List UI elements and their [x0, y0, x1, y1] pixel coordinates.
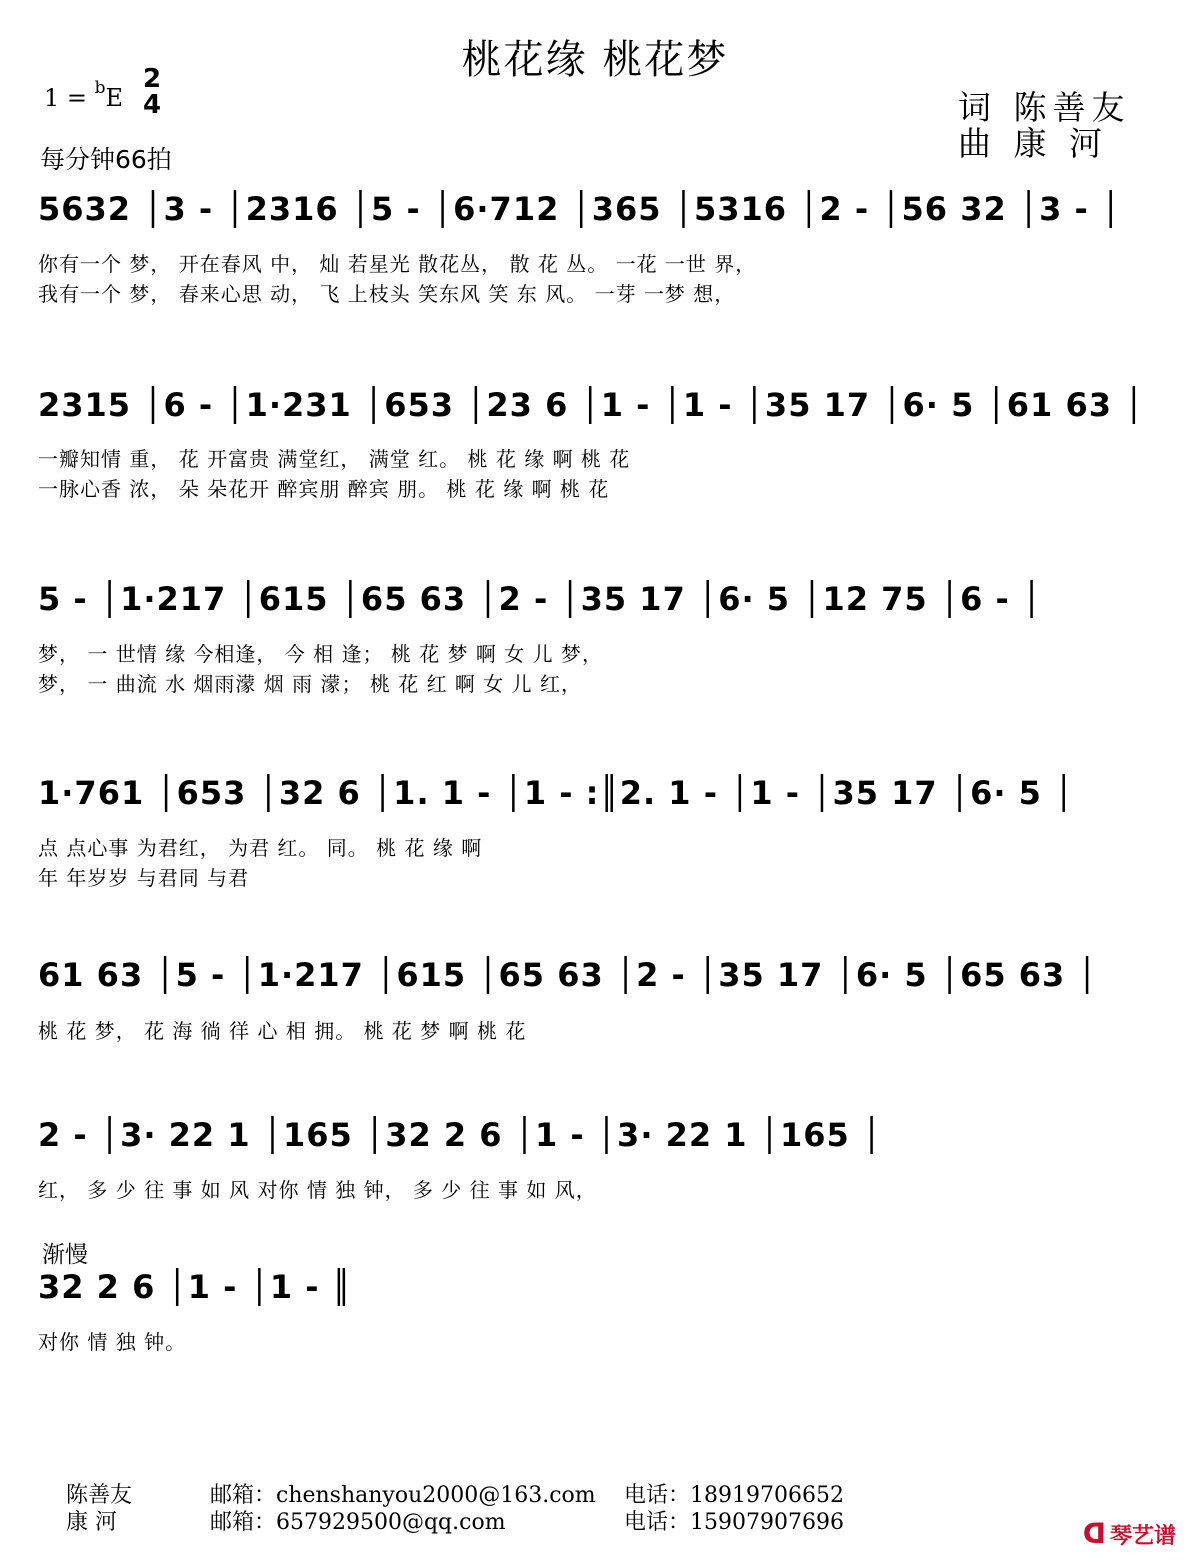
notation-line-2: 2315 │6 - │1·231 │653 │23 6 │1 - │1 - │35 17 │6· 5 │61 63 │ [38, 386, 1145, 424]
notation-line-3: 5 - │1·217 │615 │65 63 │2 - │35 17 │6· 5 │12 75 │6 - │ [38, 580, 1043, 618]
notation-line-5: 61 63 │5 - │1·217 │615 │65 63 │2 - │35 17 │6· 5 │65 63 │ [38, 956, 1098, 994]
footer-name-2: 康 河 [66, 1510, 117, 1535]
lyric-line-2-verse-2: 一脉心香 浓， 朵 朵花开 醉宾朋 醉宾 朋。 桃 花 缘 啊 桃 花 [38, 477, 610, 501]
lyric-line-3-verse-1: 梦， 一 世情 缘 今相逢， 今 相 逢； 桃 花 梦 啊 女 儿 梦， [38, 642, 604, 666]
footer-email-2: 邮箱：657929500@qq.com [210, 1510, 506, 1535]
song-title: 桃花缘 桃花梦 [461, 37, 729, 83]
lyric-line-3-verse-2: 梦， 一 曲流 水 烟雨濛 烟 雨 濛； 桃 花 红 啊 女 儿 红， [38, 672, 583, 696]
meter-bottom: 4 [143, 90, 162, 120]
lyric-line-4-verse-1: 点 点心事 为君红， 为君 红。 同。 桃 花 缘 啊 [38, 836, 483, 860]
key-prefix: 1 = [44, 84, 88, 112]
footer-email-1: 邮箱：chenshanyou2000@163.com [210, 1483, 596, 1508]
footer-phone-1: 电话：18919706652 [624, 1483, 844, 1508]
piano-logo-icon: ᗡ [1082, 1517, 1106, 1550]
lyric-line-6: 红， 多 少 往 事 如 风 对你 情 独 钟， 多 少 往 事 如 风， [38, 1178, 597, 1202]
footer-name-1: 陈善友 [66, 1483, 133, 1508]
lyricist-credit: 词 陈善友 [958, 88, 1131, 127]
lyric-line-5: 桃 花 梦， 花 海 徜 徉 心 相 拥。 桃 花 梦 啊 桃 花 [38, 1019, 527, 1043]
notation-line-1: 5632 │3 - │2316 │5 - │6·712 │365 │5316 │2 - │56 32 │3 - │ [38, 190, 1122, 228]
watermark-logo [1083, 1517, 1176, 1550]
key-signature [44, 78, 124, 112]
notation-line-6: 2 - │3· 22 1 │165 │32 2 6 │1 - │3· 22 1 │165 │ [38, 1116, 883, 1154]
ritardando-marking: 渐慢 [42, 1242, 88, 1268]
notation-line-7: 32 2 6 │1 - │1 - ║ [38, 1268, 352, 1306]
lyric-line-1-verse-2: 我有一个 梦， 春来心思 动， 飞 上枝头 笑东风 笑 东 风。 一芽 一梦 想， [38, 282, 736, 306]
lyric-line-4-verse-2: 年 年岁岁 与君同 与君 [38, 866, 250, 890]
time-signature [143, 66, 161, 118]
lyric-line-1-verse-1: 你有一个 梦， 开在春风 中， 灿 若星光 散花丛， 散 花 丛。 一花 一世 界， [38, 252, 757, 276]
composer-credit: 曲 康 河 [958, 124, 1108, 163]
tempo-marking: 每分钟66拍 [40, 145, 172, 174]
meter-top: 2 [143, 64, 162, 94]
notation-line-4: 1·761 │653 │32 6 │1. 1 - │1 - :║2. 1 - │1 - │35 17 │6· 5 │ [38, 774, 1075, 812]
footer-phone-2: 电话：15907907696 [624, 1510, 844, 1535]
lyric-line-2-verse-1: 一瓣知情 重， 花 开富贵 满堂红， 满堂 红。 桃 花 缘 啊 桃 花 [38, 447, 631, 471]
watermark-text: 琴艺谱 [1109, 1524, 1176, 1549]
key-note: E [105, 84, 124, 112]
flat-sign: b [94, 78, 106, 98]
lyric-line-7: 对你 情 独 钟。 [38, 1330, 187, 1354]
